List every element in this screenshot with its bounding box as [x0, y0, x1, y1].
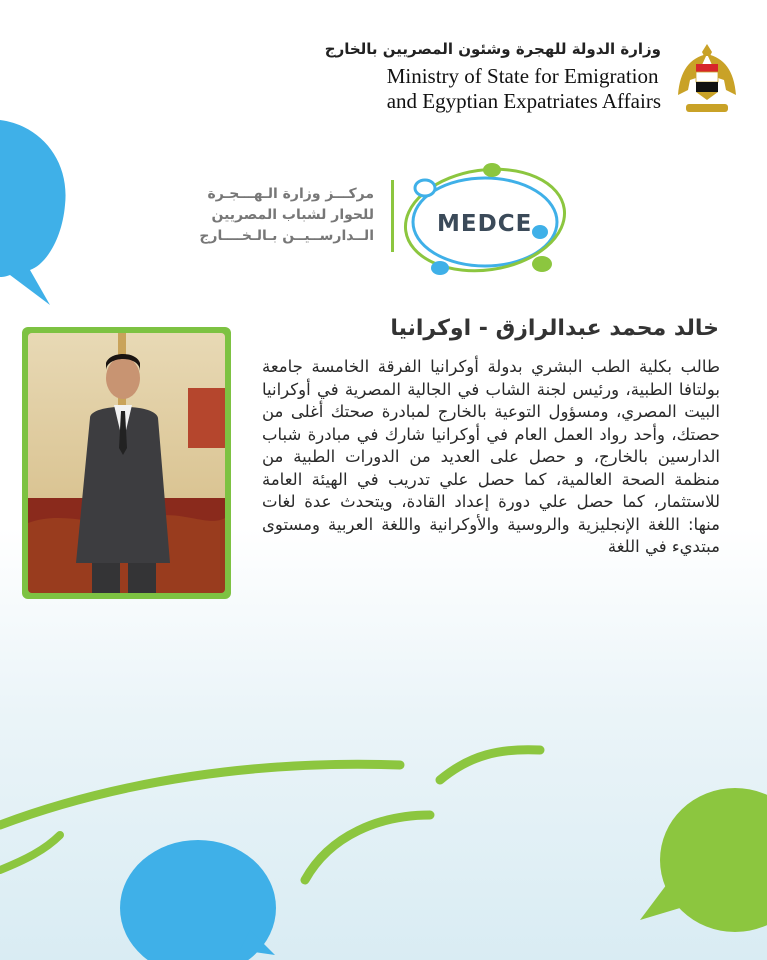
- ministry-english-line1: Ministry of State for Emigration: [386, 64, 659, 88]
- speech-bubble-icon: [0, 120, 80, 320]
- center-arabic-name: [196, 184, 374, 247]
- ministry-arabic-name: وزارة الدولة للهجرة وشئون المصريين بالخارج: [324, 40, 661, 58]
- egypt-eagle-emblem-icon: [676, 40, 738, 120]
- ministry-english-name: [387, 64, 661, 114]
- center-name-line3: الــدارســيــن بـالـخــــارج: [199, 228, 374, 244]
- medce-logo-text: MEDCE: [437, 211, 533, 237]
- center-name-line2: للحوار لشباب المصريين: [211, 207, 374, 223]
- center-name-line1: مركـــز وزارة الـهـــجـرة: [207, 186, 374, 202]
- profile-photo: [28, 333, 225, 593]
- speech-bubble-icon: [0, 740, 767, 960]
- logo-divider: [391, 180, 394, 252]
- profile-bio: طالب بكلية الطب البشري بدولة أوكرانيا الفرقة الخامسة جامعة بولتافا الطبية، ورئيس لجنة الشاب في الجالية المصرية في أوكرانيا البيت المصري، ومسؤول التوعية بالخارج لمبادرة صحتك أغلى من حصتك، وأحد رواد العمل العام في أوكرانيا شارك في مبادرة شباب الدارسين بالخارج، و حصل على العديد من الدورات الطبية من منظمة الصحة العالمية، كما حصل علي تدريب في الهيئة العامة للاستثمار، كما حصل علي دورة إعداد القادة، ويتحدث عدة لغات منها: اللغة الإنجليزية والروسية والأوكرانية واللغة العربية ومستوى مبتديء في اللغة: [262, 357, 720, 556]
- ministry-english-line2: and Egyptian Expatriates Affairs: [386, 89, 661, 113]
- profile-name: خالد محمد عبدالرازق - اوكرانيا: [390, 316, 719, 341]
